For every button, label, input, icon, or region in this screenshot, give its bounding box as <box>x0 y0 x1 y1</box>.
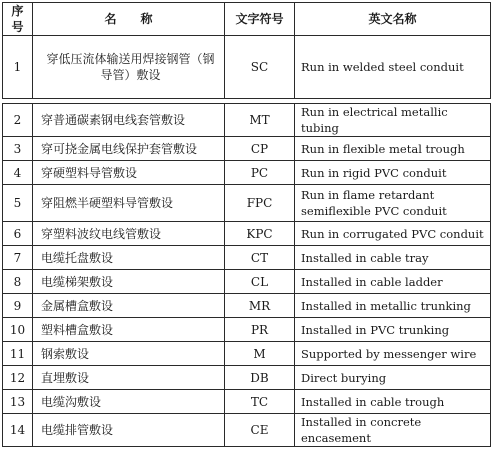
row-name: 穿普通碳素钢电线套管敷设 <box>33 104 225 137</box>
header-english: 英文名称 <box>295 3 491 36</box>
row-index: 3 <box>3 137 33 161</box>
row-english: Installed in metallic trunking <box>295 294 491 318</box>
row-english: Supported by messenger wire <box>295 342 491 366</box>
row-index: 12 <box>3 366 33 390</box>
table-row <box>3 36 491 99</box>
row-index: 4 <box>3 161 33 185</box>
row-english: Run in flame retardant semiflexible PVC conduit <box>295 185 491 222</box>
table-row <box>3 414 491 447</box>
row-index: 1 <box>3 36 33 99</box>
row-code: CL <box>225 270 295 294</box>
header-code: 文字符号 <box>225 3 295 36</box>
row-index: 6 <box>3 222 33 246</box>
row-name: 穿低压流体输送用焊接钢管（钢导管）敷设 <box>33 36 225 99</box>
row-name: 穿可挠金属电线保护套管敷设 <box>33 137 225 161</box>
row-name: 穿塑料波纹电线管敷设 <box>33 222 225 246</box>
row-index: 10 <box>3 318 33 342</box>
row-name: 穿硬塑料导管敷设 <box>33 161 225 185</box>
row-code: CE <box>225 414 295 447</box>
row-name: 金属槽盒敷设 <box>33 294 225 318</box>
table-top-section <box>2 2 491 99</box>
row-name: 电缆梯架敷设 <box>33 270 225 294</box>
row-code: M <box>225 342 295 366</box>
table-row <box>3 342 491 366</box>
row-name: 钢索敷设 <box>33 342 225 366</box>
row-index: 9 <box>3 294 33 318</box>
row-name: 穿阻燃半硬塑料导管敷设 <box>33 185 225 222</box>
table-row <box>3 246 491 270</box>
row-english: Run in corrugated PVC conduit <box>295 222 491 246</box>
row-english: Installed in cable tray <box>295 246 491 270</box>
wiring-method-table <box>2 2 490 447</box>
table-row <box>3 390 491 414</box>
row-index: 2 <box>3 104 33 137</box>
header-index: 序号 <box>3 3 33 36</box>
row-code: FPC <box>225 185 295 222</box>
table-row <box>3 366 491 390</box>
row-english: Installed in PVC trunking <box>295 318 491 342</box>
row-code: DB <box>225 366 295 390</box>
table-row <box>3 185 491 222</box>
row-code: PC <box>225 161 295 185</box>
row-code: TC <box>225 390 295 414</box>
row-name: 直埋敷设 <box>33 366 225 390</box>
row-code: MR <box>225 294 295 318</box>
row-code: CP <box>225 137 295 161</box>
row-english: Installed in cable trough <box>295 390 491 414</box>
row-index: 7 <box>3 246 33 270</box>
row-code: CT <box>225 246 295 270</box>
row-english: Run in rigid PVC conduit <box>295 161 491 185</box>
row-english: Run in flexible metal trough <box>295 137 491 161</box>
row-name: 电缆沟敷设 <box>33 390 225 414</box>
row-code: KPC <box>225 222 295 246</box>
row-english: Installed in concrete encasement <box>295 414 491 447</box>
row-name: 塑料槽盒敷设 <box>33 318 225 342</box>
header-name: 名 称 <box>33 3 225 36</box>
table-row <box>3 270 491 294</box>
table-row <box>3 104 491 137</box>
row-code: SC <box>225 36 295 99</box>
table-row <box>3 161 491 185</box>
table-row <box>3 137 491 161</box>
row-name: 电缆托盘敷设 <box>33 246 225 270</box>
row-name: 电缆排管敷设 <box>33 414 225 447</box>
row-index: 11 <box>3 342 33 366</box>
row-index: 5 <box>3 185 33 222</box>
row-index: 14 <box>3 414 33 447</box>
table-row <box>3 294 491 318</box>
row-code: MT <box>225 104 295 137</box>
row-english: Direct burying <box>295 366 491 390</box>
row-english: Installed in cable ladder <box>295 270 491 294</box>
row-english: Run in welded steel conduit <box>295 36 491 99</box>
table-bottom-section <box>2 103 491 447</box>
table-row <box>3 222 491 246</box>
row-index: 13 <box>3 390 33 414</box>
header-row <box>3 3 491 36</box>
row-index: 8 <box>3 270 33 294</box>
row-english: Run in electrical metallic tubing <box>295 104 491 137</box>
table-row <box>3 318 491 342</box>
row-code: PR <box>225 318 295 342</box>
